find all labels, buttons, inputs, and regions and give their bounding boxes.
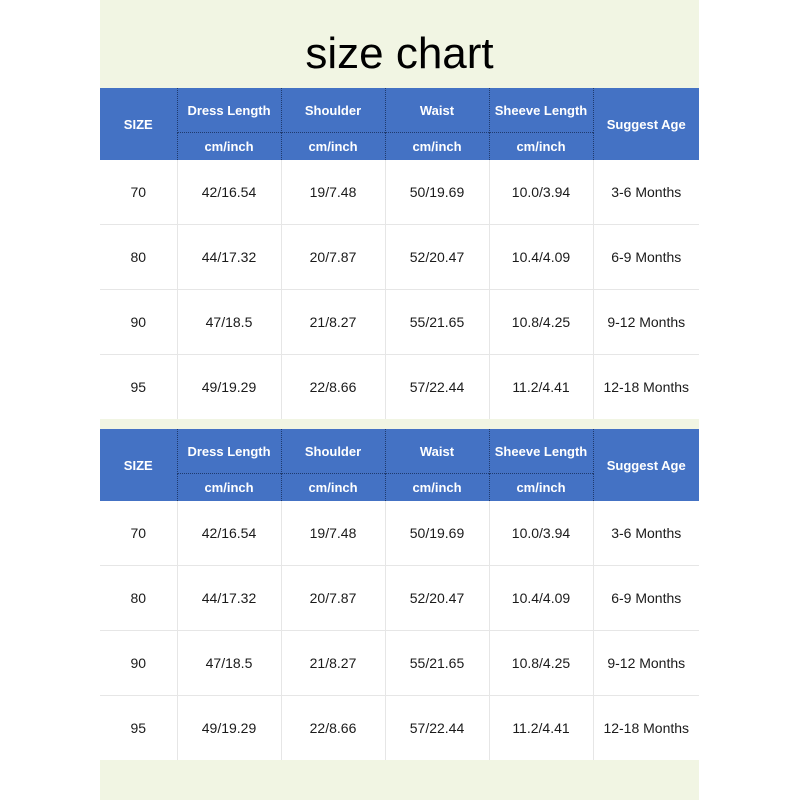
cell-suggest-age: 3-6 Months	[593, 501, 699, 566]
cell-waist: 52/20.47	[385, 225, 489, 290]
cell-sleeve-length: 10.4/4.09	[489, 566, 593, 631]
header-suggest-age: Suggest Age	[593, 429, 699, 501]
cell-shoulder: 19/7.48	[281, 501, 385, 566]
cell-waist: 57/22.44	[385, 696, 489, 761]
cell-suggest-age: 12-18 Months	[593, 696, 699, 761]
cell-sleeve-length: 10.4/4.09	[489, 225, 593, 290]
table-row	[100, 225, 699, 290]
cell-size: 90	[100, 290, 177, 355]
table-row	[100, 696, 699, 761]
header-unit: cm/inch	[281, 474, 385, 502]
cell-sleeve-length: 11.2/4.41	[489, 355, 593, 420]
cell-suggest-age: 6-9 Months	[593, 566, 699, 631]
header-waist: Waist	[385, 88, 489, 133]
header-unit: cm/inch	[385, 133, 489, 161]
size-table-1	[100, 88, 699, 419]
cell-dress-length: 47/18.5	[177, 290, 281, 355]
cell-sleeve-length: 10.8/4.25	[489, 290, 593, 355]
cell-waist: 50/19.69	[385, 501, 489, 566]
header-sleeve-length: Sheeve Length	[489, 429, 593, 474]
cell-size: 95	[100, 696, 177, 761]
header-shoulder: Shoulder	[281, 88, 385, 133]
header-unit: cm/inch	[489, 474, 593, 502]
table-row	[100, 631, 699, 696]
header-dress-length: Dress Length	[177, 88, 281, 133]
size-table-2	[100, 429, 699, 760]
header-unit: cm/inch	[177, 133, 281, 161]
cell-size: 80	[100, 566, 177, 631]
table-row	[100, 566, 699, 631]
cell-dress-length: 47/18.5	[177, 631, 281, 696]
cell-sleeve-length: 10.0/3.94	[489, 501, 593, 566]
table-row	[100, 160, 699, 225]
cell-suggest-age: 6-9 Months	[593, 225, 699, 290]
header-unit: cm/inch	[281, 133, 385, 161]
size-chart-card	[100, 0, 699, 800]
header-suggest-age: Suggest Age	[593, 88, 699, 160]
header-unit: cm/inch	[489, 133, 593, 161]
header-size: SIZE	[100, 429, 177, 501]
header-unit: cm/inch	[385, 474, 489, 502]
cell-dress-length: 49/19.29	[177, 696, 281, 761]
cell-waist: 55/21.65	[385, 631, 489, 696]
header-shoulder: Shoulder	[281, 429, 385, 474]
cell-dress-length: 49/19.29	[177, 355, 281, 420]
cell-dress-length: 42/16.54	[177, 160, 281, 225]
page-title: size chart	[305, 29, 494, 78]
cell-sleeve-length: 11.2/4.41	[489, 696, 593, 761]
cell-suggest-age: 12-18 Months	[593, 355, 699, 420]
cell-sleeve-length: 10.8/4.25	[489, 631, 593, 696]
cell-shoulder: 20/7.87	[281, 225, 385, 290]
cell-shoulder: 21/8.27	[281, 631, 385, 696]
cell-shoulder: 21/8.27	[281, 290, 385, 355]
cell-suggest-age: 3-6 Months	[593, 160, 699, 225]
cell-waist: 57/22.44	[385, 355, 489, 420]
header-sleeve-length: Sheeve Length	[489, 88, 593, 133]
cell-waist: 55/21.65	[385, 290, 489, 355]
cell-waist: 50/19.69	[385, 160, 489, 225]
cell-size: 70	[100, 501, 177, 566]
cell-size: 80	[100, 225, 177, 290]
header-size: SIZE	[100, 88, 177, 160]
cell-waist: 52/20.47	[385, 566, 489, 631]
table-row	[100, 355, 699, 420]
cell-shoulder: 22/8.66	[281, 355, 385, 420]
cell-shoulder: 19/7.48	[281, 160, 385, 225]
cell-dress-length: 44/17.32	[177, 566, 281, 631]
header-unit: cm/inch	[177, 474, 281, 502]
header-dress-length: Dress Length	[177, 429, 281, 474]
cell-size: 95	[100, 355, 177, 420]
cell-suggest-age: 9-12 Months	[593, 631, 699, 696]
table-row	[100, 290, 699, 355]
cell-sleeve-length: 10.0/3.94	[489, 160, 593, 225]
cell-shoulder: 20/7.87	[281, 566, 385, 631]
cell-size: 90	[100, 631, 177, 696]
cell-dress-length: 44/17.32	[177, 225, 281, 290]
cell-shoulder: 22/8.66	[281, 696, 385, 761]
cell-suggest-age: 9-12 Months	[593, 290, 699, 355]
cell-dress-length: 42/16.54	[177, 501, 281, 566]
cell-size: 70	[100, 160, 177, 225]
table-row	[100, 501, 699, 566]
header-waist: Waist	[385, 429, 489, 474]
